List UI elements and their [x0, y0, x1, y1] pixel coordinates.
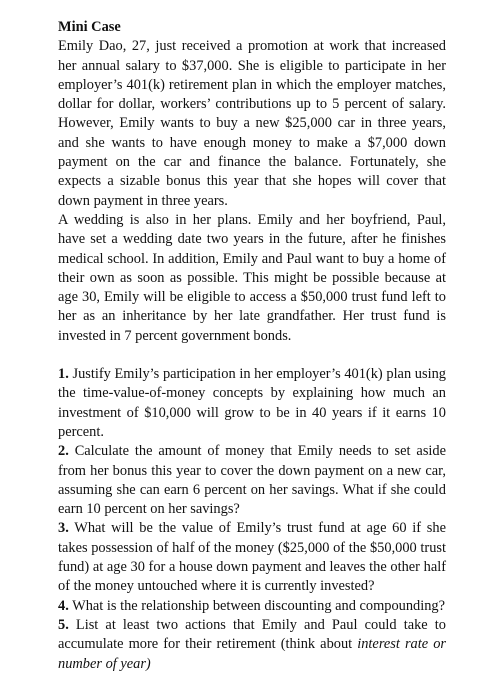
question-2-text: Calculate the amount of money that Emily needs to set aside from her bonus this year to cover the down payment on a new car, assuming she can earn 6 percent on her savings. What if she could earn 10 percent on her savings? — [58, 443, 446, 518]
question-2 — [58, 442, 446, 519]
document-title: Mini Case — [58, 19, 121, 35]
question-1-number: 1. — [58, 366, 69, 383]
section-spacer — [58, 346, 446, 365]
question-1-text: Justify Emily’s participation in her employer’s 401(k) plan using the time-value-of-money concepts by explaining how much an investment of $10,000 will grow to be in 40 years if it earns 10 percent. — [58, 366, 446, 440]
question-5-number: 5. — [58, 616, 69, 633]
question-3-number: 3. — [58, 520, 69, 537]
question-1 — [58, 365, 446, 442]
question-4-text: What is the relationship between discounting and compounding? — [72, 597, 446, 614]
question-5-text: List at least two actions that Emily and Paul could take to accumulate more for their retirement (think about — [58, 616, 446, 653]
case-paragraph-2: A wedding is also in her plans. Emily and her boyfriend, Paul, have set a wedding date two years in the future, after he finishes medical school. In addition, Emily and Paul want to buy a home of their own as soon as possible. This might be possible because at age 30, Emily will be eligible to access a $50,000 trust fund left to her as an inheritance by her late grandfather. Her trust fund is invested in 7 percent government bonds. — [58, 211, 446, 344]
question-4-number: 4. — [58, 597, 69, 614]
case-paragraph-1: Emily Dao, 27, just received a promotion at work that increased her annual salary to $37,000. She is eligible to participate in her employer’s 401(k) retirement plan in which the employer matches, dollar for dollar, workers’ contributions up to 5 percent of salary. However, Emily wants to buy a new $25,000 car in three years, and she wants to have enough money to make a $7,000 down payment on the car and finance the balance. Fortunately, she expects a sizable bonus this year that she hopes will cover that down payment in three years. — [58, 38, 446, 209]
question-3-text: What will be the value of Emily’s trust fund at age 60 if she takes possession of half of the money ($25,000 of the $50,000 trust fund) at age 30 for a house down payment and leaves the other half of the money untouched where it is currently invested? — [58, 520, 446, 595]
question-4 — [58, 597, 446, 616]
question-5-emphasis: interest rate or number of year) — [58, 636, 446, 672]
mini-case-document — [58, 18, 446, 674]
question-5 — [58, 616, 446, 674]
question-2-number: 2. — [58, 443, 69, 460]
question-3 — [58, 519, 446, 596]
